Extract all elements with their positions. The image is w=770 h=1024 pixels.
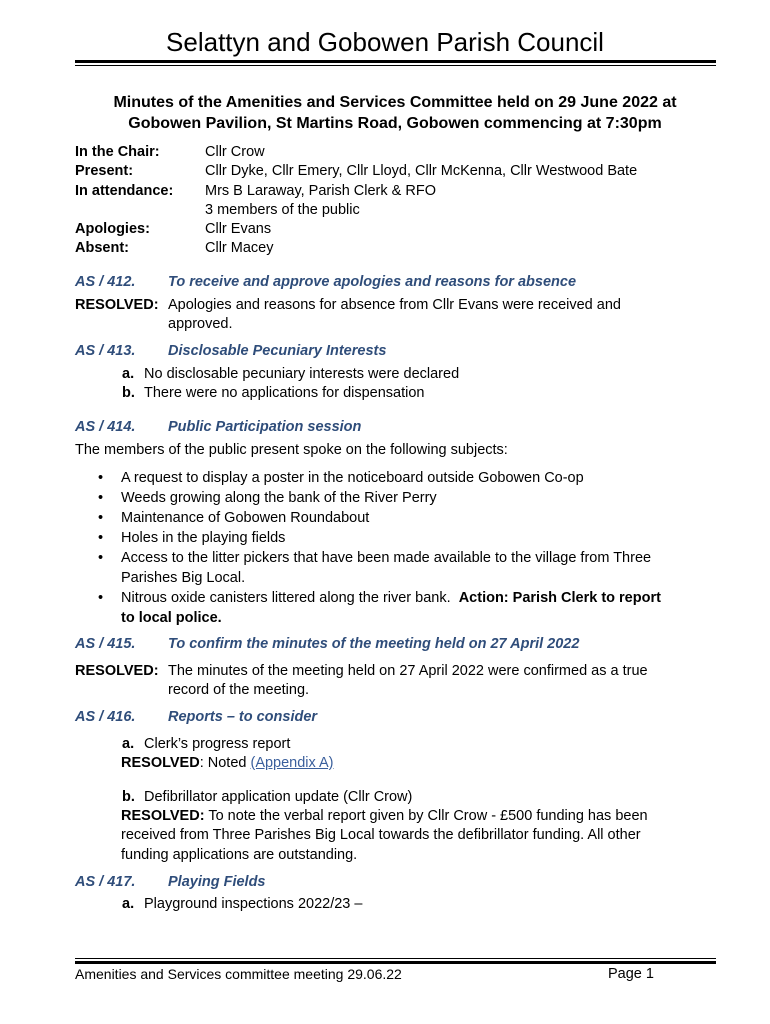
resolved-label-416a: RESOLVED [121,755,200,771]
list-item-text: Nitrous oxide canisters littered along the river bank. [121,590,451,606]
resolved-label-415: RESOLVED: [75,663,159,679]
attendance-value: Mrs B Laraway, Parish Clerk & RFO [205,183,436,199]
bullet-icon: • [98,510,104,526]
header-rule-thin [75,65,716,66]
title-line-2: Gobowen Pavilion, St Martins Road, Gobowen commencing at 7:30pm [128,115,662,132]
footer-meeting: Amenities and Services committee meeting 29.06.22 [75,966,402,982]
resolved-text-412: Apologies and reasons for absence from Cllr Evans were received and [168,297,621,313]
item-title-415: To confirm the minutes of the meeting held on 27 April 2022 [168,636,580,652]
chair-label: In the Chair: [75,144,160,160]
bullet-icon: • [98,590,104,606]
header-rule [75,60,716,63]
resolved-text-415: The minutes of the meeting held on 27 April 2022 were confirmed as a true [168,663,648,679]
bullet-icon: • [98,530,104,546]
public-intro: The members of the public present spoke on the following subjects: [75,442,508,458]
item-title-417: Playing Fields [168,874,266,890]
list-item [121,589,661,608]
resolved-text-416a: : Noted [199,755,247,771]
chair-value: Cllr Crow [205,144,265,160]
council-name: Selattyn and Gobowen Parish Council [166,27,604,57]
resolved-text-416b-cont: received from Three Parishes Big Local towards the defibrillator funding. All other [121,827,641,843]
footer-rule [75,961,716,964]
resolved-text-415-cont: record of the meeting. [168,682,310,698]
resolved-text-412-cont: approved. [168,316,233,332]
item-title-412: To receive and approve apologies and reasons for absence [168,274,577,290]
list-item: Holes in the playing fields [121,530,286,546]
item-number-414: AS / 414. [75,419,136,435]
list-item: Maintenance of Gobowen Roundabout [121,510,370,526]
sub-label-416a: a. [122,736,135,752]
sub-label-417a: a. [122,896,135,912]
public-count: 3 members of the public [205,202,360,218]
bullet-icon: • [98,490,104,506]
apologies-value: Cllr Evans [205,221,272,237]
apologies-label: Apologies: [75,221,150,237]
resolved-text-416b: To note the verbal report given by Cllr Crow - £500 funding has been [208,808,648,824]
list-item-cont: Parishes Big Local. [121,570,246,586]
sub-label-413b: b. [122,385,135,401]
absent-label: Absent: [75,240,129,256]
list-item: A request to display a poster in the noticeboard outside Gobowen Co-op [121,470,584,486]
resolved-line-416b [121,807,648,826]
bullet-icon: • [98,550,104,566]
sub-text-416a: Clerk’s progress report [144,736,291,752]
sub-text-416b: Defibrillator application update (Cllr Crow) [144,789,413,805]
item-number-413: AS / 413. [75,343,136,359]
item-title-413: Disclosable Pecuniary Interests [168,343,387,359]
action-note: Action: Parish Clerk to report [458,590,661,606]
item-number-412: AS / 412. [75,274,136,290]
present-value: Cllr Dyke, Cllr Emery, Cllr Lloyd, Cllr McKenna, Cllr Westwood Bate [205,163,638,179]
absent-value: Cllr Macey [205,240,274,256]
item-title-416: Reports – to consider [168,709,318,725]
sub-text-417a: Playground inspections 2022/23 – [144,896,363,912]
page-number: Page 1 [608,966,654,982]
bullet-icon: • [98,470,104,486]
item-title-414: Public Participation session [168,419,362,435]
resolved-line-416a [121,754,334,773]
sub-text-413a: No disclosable pecuniary interests were declared [144,366,460,382]
sub-label-413a: a. [122,366,135,382]
sub-text-413b: There were no applications for dispensation [144,385,425,401]
list-item: Weeds growing along the bank of the River Perry [121,490,437,506]
resolved-label-412: RESOLVED: [75,297,159,313]
list-item: Access to the litter pickers that have been made available to the village from Three [121,550,652,566]
attendance-label: In attendance: [75,183,174,199]
present-label: Present: [75,163,134,179]
item-number-417: AS / 417. [75,874,136,890]
sub-label-416b: b. [122,789,135,805]
item-number-416: AS / 416. [75,709,136,725]
action-note-cont: to local police. [121,610,222,626]
document-title [60,92,730,134]
title-line-1: Minutes of the Amenities and Services Committee held on 29 June 2022 at [113,94,677,111]
resolved-text-416b-cont2: funding applications are outstanding. [121,847,358,863]
footer-rule-thin [75,958,716,959]
resolved-label-416b: RESOLVED: [121,808,205,824]
appendix-link[interactable]: (Appendix A) [250,755,334,771]
item-number-415: AS / 415. [75,636,136,652]
